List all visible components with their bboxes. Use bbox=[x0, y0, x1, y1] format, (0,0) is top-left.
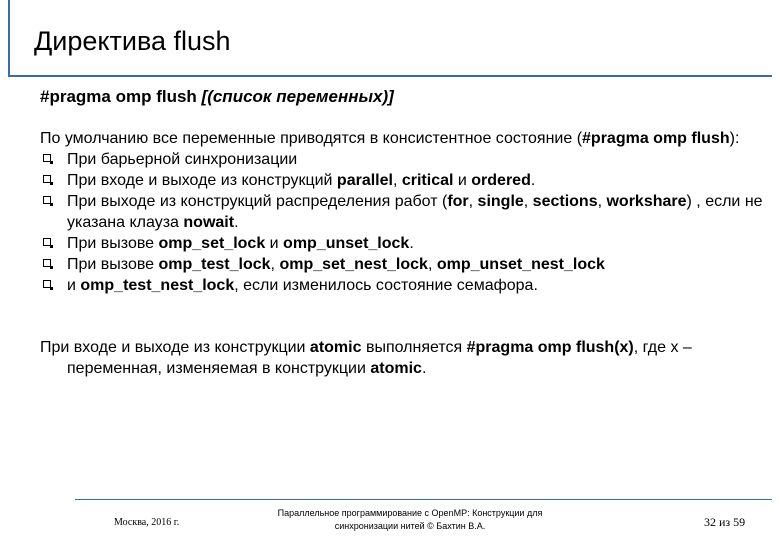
bold-term: nowait bbox=[183, 214, 235, 231]
list-item bbox=[40, 149, 765, 170]
text-run: , bbox=[597, 193, 607, 210]
text-run: . bbox=[530, 172, 536, 189]
text-run: выполняется bbox=[361, 339, 467, 356]
bold-term: for bbox=[447, 193, 469, 210]
intro-text-after: ): bbox=[729, 130, 740, 147]
checkbox-bullet-icon bbox=[43, 259, 51, 267]
bold-term: omp_set_lock bbox=[158, 235, 266, 252]
bold-term: omp_unset_lock bbox=[283, 235, 410, 252]
text-run: и bbox=[265, 235, 284, 252]
bold-term: omp_test_nest_lock bbox=[80, 277, 235, 294]
bold-term: parallel bbox=[336, 172, 393, 189]
slide-body bbox=[40, 128, 765, 296]
text-run: При барьерной синхронизации bbox=[67, 151, 298, 168]
list-item bbox=[40, 191, 765, 233]
text-run: При вызове bbox=[67, 235, 159, 252]
list-item bbox=[40, 275, 765, 296]
title-underline bbox=[8, 75, 772, 77]
checkbox-bullet-icon bbox=[43, 196, 51, 204]
checkbox-bullet-icon bbox=[43, 280, 51, 288]
text-run: и bbox=[453, 172, 472, 189]
footer-course-line1: Параллельное программирование с OpenMP: Конструкции для bbox=[277, 508, 543, 518]
page-number: 32 из 59 bbox=[704, 515, 746, 529]
bold-term: #pragma omp flush(x) bbox=[466, 339, 634, 356]
checkbox-bullet-icon bbox=[43, 154, 51, 162]
text-run: и bbox=[67, 277, 81, 294]
list-item bbox=[40, 233, 765, 254]
text-run: . bbox=[421, 360, 427, 377]
text-run: , bbox=[427, 256, 437, 273]
text-run: ) , если не указана клауза bbox=[67, 193, 763, 231]
footer-course bbox=[250, 507, 570, 533]
bold-term: workshare bbox=[606, 193, 687, 210]
text-run: , если изменилось состояние семафора. bbox=[234, 277, 538, 294]
accent-bar bbox=[8, 0, 10, 77]
atomic-paragraph bbox=[40, 337, 765, 379]
text-run: . bbox=[409, 235, 414, 252]
text-run: . bbox=[234, 214, 239, 231]
bold-term: omp_test_lock bbox=[158, 256, 271, 273]
bold-term: ordered bbox=[471, 172, 531, 189]
text-run: При входе и выходе из конструкций bbox=[67, 172, 337, 189]
bold-term: omp_set_nest_lock bbox=[279, 256, 428, 273]
slide-title: Директива flush bbox=[34, 26, 231, 56]
footer-course-line2: синхронизации нитей © Бахтин В.А. bbox=[334, 521, 486, 531]
bold-term: omp_unset_nest_lock bbox=[436, 256, 605, 273]
text-run: , bbox=[270, 256, 280, 273]
condition-list bbox=[40, 149, 765, 296]
intro-paragraph bbox=[40, 128, 765, 149]
text-run: , bbox=[468, 193, 478, 210]
text-run: При вызове bbox=[67, 256, 159, 273]
footer-location: Москва, 2016 г. bbox=[114, 517, 180, 528]
pragma-syntax bbox=[40, 86, 394, 108]
text-run: , bbox=[392, 172, 402, 189]
checkbox-bullet-icon bbox=[43, 238, 51, 246]
pragma-code: #pragma omp flush bbox=[40, 87, 202, 106]
text-run: , где x – переменная, изменяемая в конструкции bbox=[67, 339, 692, 377]
bold-term: single bbox=[477, 193, 524, 210]
atomic-text bbox=[40, 337, 765, 379]
checkbox-bullet-icon bbox=[43, 175, 51, 183]
text-run: , bbox=[523, 193, 533, 210]
pragma-args: [(список переменных)] bbox=[201, 87, 394, 106]
bold-term: sections bbox=[532, 193, 598, 210]
bold-term: atomic bbox=[370, 360, 422, 377]
list-item bbox=[40, 170, 765, 191]
text-run: При выходе из конструкций распределения работ ( bbox=[67, 193, 448, 210]
text-run: При входе и выходе из конструкции bbox=[40, 339, 310, 356]
list-item bbox=[40, 254, 765, 275]
intro-bold: #pragma omp flush bbox=[582, 130, 730, 147]
bold-term: critical bbox=[401, 172, 454, 189]
bold-term: atomic bbox=[309, 339, 362, 356]
footer-divider bbox=[75, 499, 772, 500]
intro-text-before: По умолчанию все переменные приводятся в консистентное состояние ( bbox=[40, 130, 583, 147]
